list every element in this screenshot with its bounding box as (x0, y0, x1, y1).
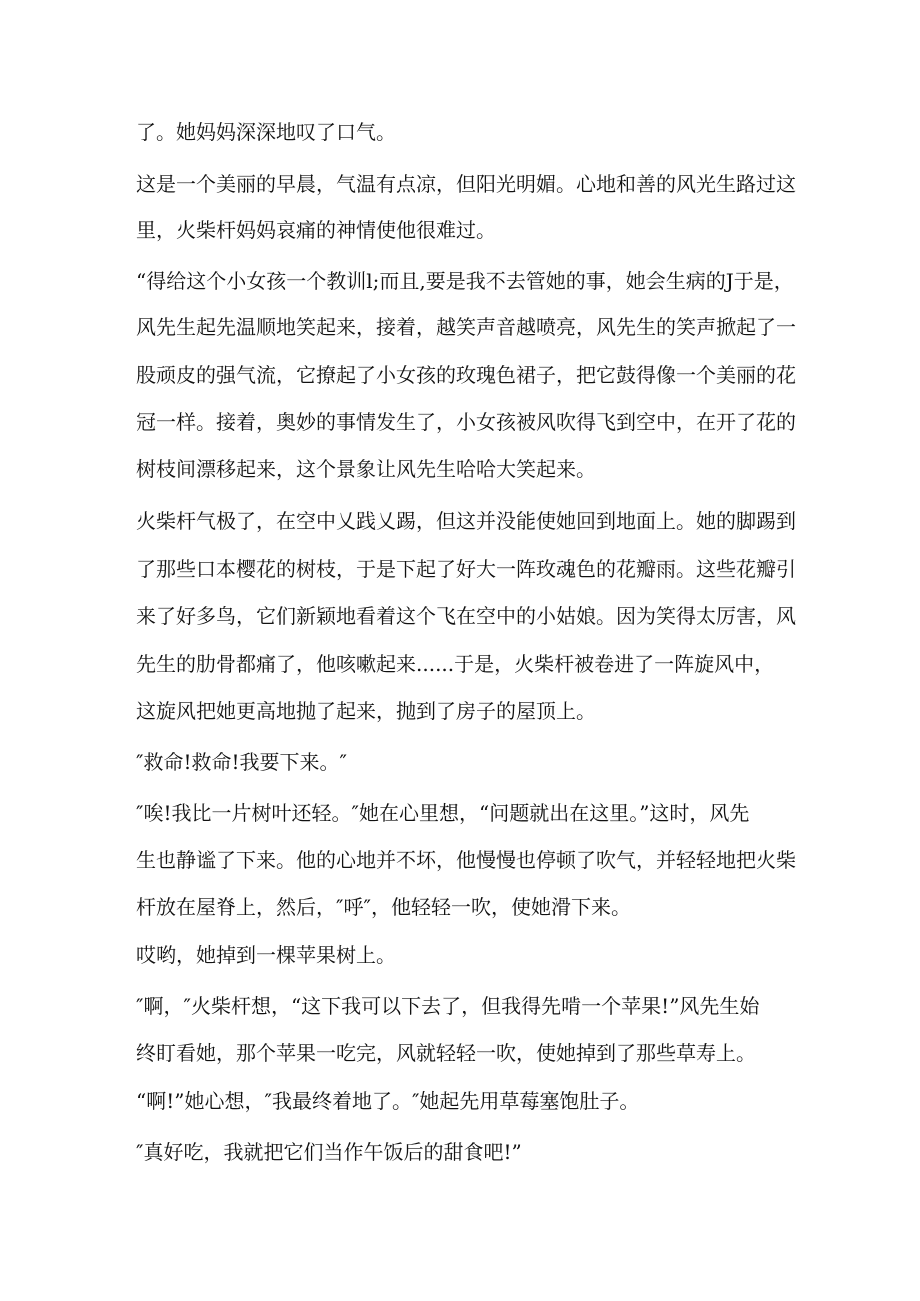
text-line: 这旋风把她更高地抛了起来，抛到了房子的屋顶上。 (136, 699, 596, 723)
text-line: 火柴杆气极了，在空中乂践乂踢，但这并没能使她回到地面上。她的脚踢到 (136, 509, 796, 533)
text-line: ″唉!我比一片树叶还轻。″她在心里想，“问题就出在这里。”这时，风先 (136, 801, 750, 825)
text-line: 股顽皮的强气流，它撩起了小女孩的玫瑰色裙子，把它鼓得像一个美丽的花 (136, 363, 796, 387)
text-line: 先生的肋骨都痛了，他咳嗽起来......于是，火柴杆被卷进了一阵旋风中， (136, 652, 775, 676)
text-line: 里，火柴杆妈妈哀痛的神情使他很难过。 (136, 218, 496, 242)
text-line: 冠一样。接着，奥妙的事情发生了，小女孩被风吹得飞到空中，在开了花的 (136, 410, 796, 434)
text-line: ″救命!救命!我要下来。″ (136, 750, 348, 774)
text-line: 了那些口本樱花的树枝，于是下起了好大一阵玫魂色的花瓣雨。这些花瓣引 (136, 557, 796, 581)
text-line: 这是一个美丽的早晨，气温有点凉，但阳光明媚。心地和善的风光生路过这 (136, 172, 796, 196)
text-line: 哎哟，她掉到一棵苹果树上。 (136, 943, 396, 967)
text-line: ″真好吃，我就把它们当作午饭后的甜食吧!” (136, 1140, 522, 1164)
text-line: “得给这个小女孩一个教训l;而且,要是我不去管她的事，她会生病的J于是， (136, 269, 794, 293)
text-line: ″啊，″火柴杆想，“这下我可以下去了，但我得先啃一个苹果!”风先生始 (136, 994, 760, 1018)
text-line: 树枝间漂移起来，这个景象让风先生哈哈大笑起来。 (136, 457, 596, 481)
text-line: 终盯看她，那个苹果一吃完，风就轻轻一吹，使她掉到了那些草寿上。 (136, 1041, 756, 1065)
text-line: 来了好多鸟，它们新颖地看着这个飞在空中的小姑娘。因为笑得太厉害，风 (136, 604, 796, 628)
text-line: 杆放在屋脊上，然后，″呼″，他轻轻一吹，使她滑下来。 (136, 895, 631, 919)
text-line: 风先生起先温顺地笑起来，接着，越笑声音越喷亮，风先生的笑声掀起了一 (136, 315, 796, 339)
text-line: 生也静谧了下来。他的心地并不坏，他慢慢也停顿了吹气，并轻轻地把火柴 (136, 848, 796, 872)
text-line: “啊!”她心想，″我最终着地了。″她起先用草莓塞饱肚子。 (136, 1089, 640, 1113)
text-line: 了。她妈妈深深地叹了口气。 (136, 120, 396, 144)
